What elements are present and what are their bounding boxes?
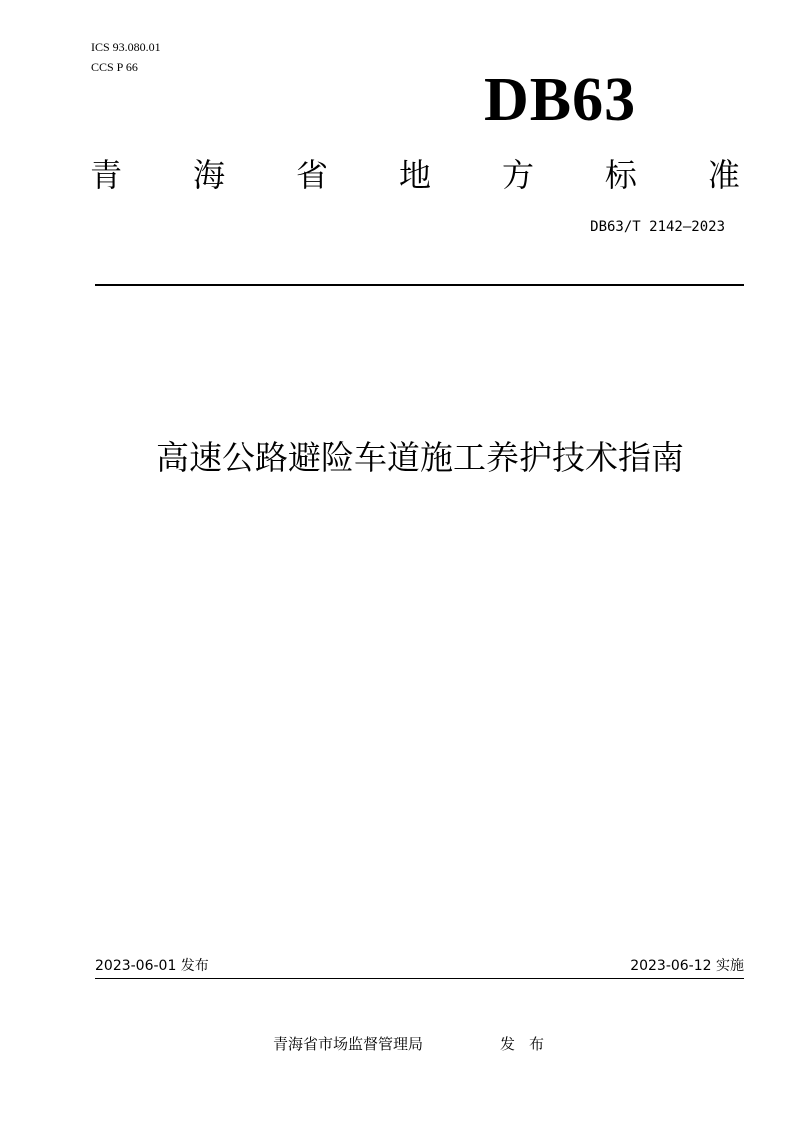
top-divider <box>95 284 744 286</box>
bottom-divider <box>95 978 744 979</box>
standard-number: DB63/T 2142—2023 <box>590 219 725 235</box>
standard-type-char: 方 <box>501 156 534 194</box>
standard-type-char: 准 <box>707 156 740 194</box>
standard-type-char: 省 <box>295 156 328 194</box>
document-title: 高速公路避险车道施工养护技术指南 <box>156 438 684 477</box>
issue-label: 发布 <box>500 1035 559 1053</box>
ics-code: ICS 93.080.01 <box>91 40 161 54</box>
standard-type-heading <box>90 155 740 195</box>
standard-type-char: 地 <box>398 156 431 194</box>
issuing-authority: 青海省市场监督管理局 <box>273 1035 424 1053</box>
standard-type-char: 海 <box>192 156 225 194</box>
ccs-code: CCS P 66 <box>91 60 138 74</box>
publish-date: 2023-06-01 发布 <box>95 958 209 974</box>
standard-logo: DB63 <box>484 66 637 134</box>
standard-type-char: 标 <box>604 156 637 194</box>
implement-date: 2023-06-12 实施 <box>630 958 744 974</box>
standard-type-char: 青 <box>90 156 123 194</box>
